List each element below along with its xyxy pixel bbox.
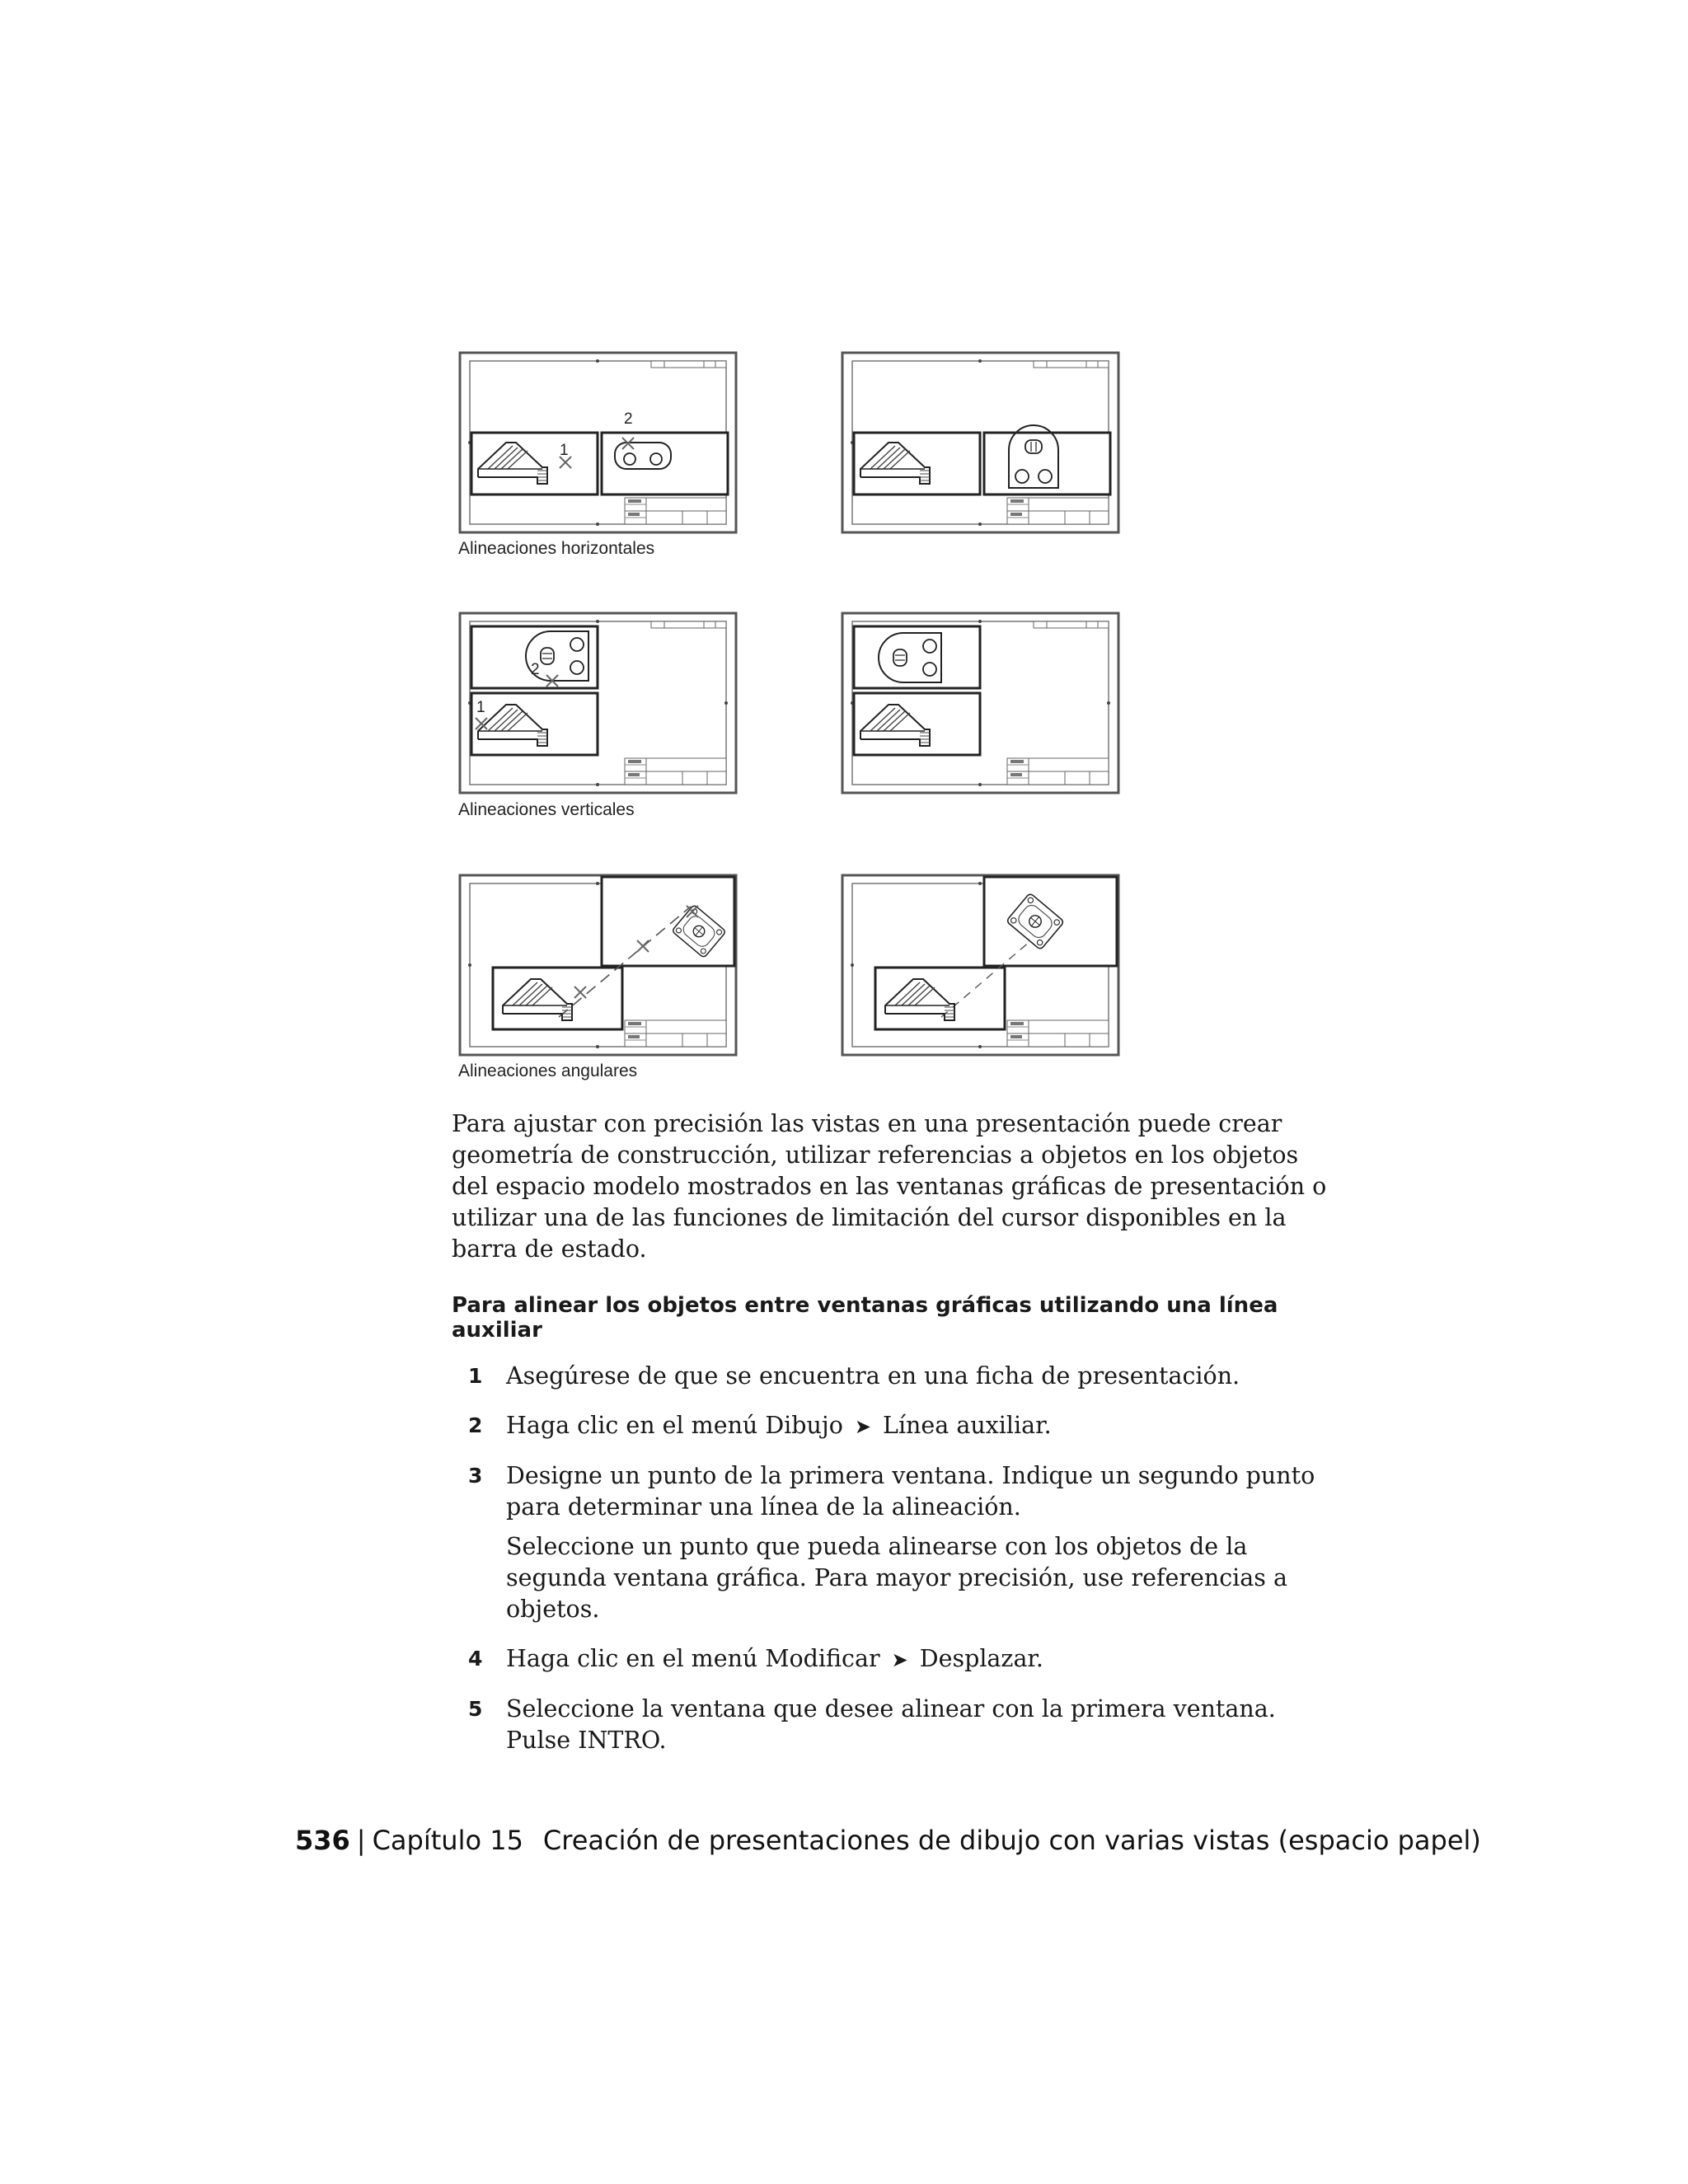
angular-after-sheet: [842, 875, 1118, 1055]
marker-label: 1: [476, 699, 485, 716]
menu-arrow-icon: ➤: [854, 1415, 872, 1438]
menu-arrow-icon: ➤: [891, 1648, 908, 1671]
step-text: Haga clic en el menú Dibujo: [506, 1412, 843, 1439]
step-text: Desplazar.: [919, 1645, 1043, 1672]
step-note: Seleccione un punto que pueda alinearse con los objetos de la segunda ventana gráfica. Para mayor precisión, use referencias a objetos.: [506, 1533, 1287, 1623]
step-number: 3: [468, 1464, 483, 1488]
step-text: Asegúrese de que se encuentra en una ficha de presentación.: [506, 1362, 1240, 1390]
step-text: Designe un punto de la primera ventana. Indique un segundo punto para determinar una línea de la alineación.: [506, 1462, 1315, 1521]
step-number: 2: [468, 1413, 483, 1437]
horizontal-after-sheet: [842, 353, 1118, 532]
step-text: Línea auxiliar.: [883, 1412, 1052, 1439]
step-number: 1: [468, 1364, 483, 1388]
marker-label: 1: [560, 442, 569, 459]
intro-paragraph: Para ajustar con precisión las vistas en una presentación puede crear geometría de construcción, utilizar referencias a objetos en los objetos del espacio modelo mostrados en las ventanas gráficas de presentación o utilizar una de las funciones de limitación del cursor disponibles en la barra de estado.: [452, 1110, 1327, 1263]
step-5: [452, 1694, 1342, 1756]
horizontal-before-sheet: [460, 353, 736, 532]
step-2: [452, 1410, 1342, 1442]
procedure-steps: [452, 1361, 1342, 1756]
page-footer: [295, 1825, 1481, 1856]
chapter-label: Capítulo 15: [372, 1825, 523, 1856]
page-number: 536: [295, 1825, 350, 1856]
step-number: 5: [468, 1697, 483, 1721]
step-1: [452, 1361, 1342, 1392]
step-4: [452, 1643, 1342, 1675]
marker-label: 2: [624, 410, 633, 428]
chapter-title: Creación de presentaciones de dibujo con varias vistas (espacio papel): [542, 1825, 1481, 1856]
marker-label: 2: [531, 661, 540, 678]
caption-horizontal: Alineaciones horizontales: [458, 539, 655, 558]
vertical-before-sheet: [460, 613, 736, 793]
footer-separator: |: [356, 1825, 366, 1856]
step-text: Seleccione la ventana que desee alinear con la primera ventana. Pulse INTRO.: [506, 1695, 1276, 1754]
body-text: [452, 1108, 1342, 1774]
caption-vertical: Alineaciones verticales: [458, 800, 635, 819]
procedure-title: Para alinear los objetos entre ventanas gráficas utilizando una línea auxiliar: [452, 1293, 1278, 1343]
alignment-illustrations: [457, 349, 1124, 1091]
vertical-after-sheet: [842, 613, 1118, 793]
step-text: Haga clic en el menú Modificar: [506, 1645, 880, 1672]
alignment-figure: [457, 349, 1124, 1091]
caption-angular: Alineaciones angulares: [458, 1062, 638, 1080]
step-number: 4: [468, 1647, 483, 1671]
angular-before-sheet: [460, 875, 736, 1055]
step-3: [452, 1460, 1342, 1625]
